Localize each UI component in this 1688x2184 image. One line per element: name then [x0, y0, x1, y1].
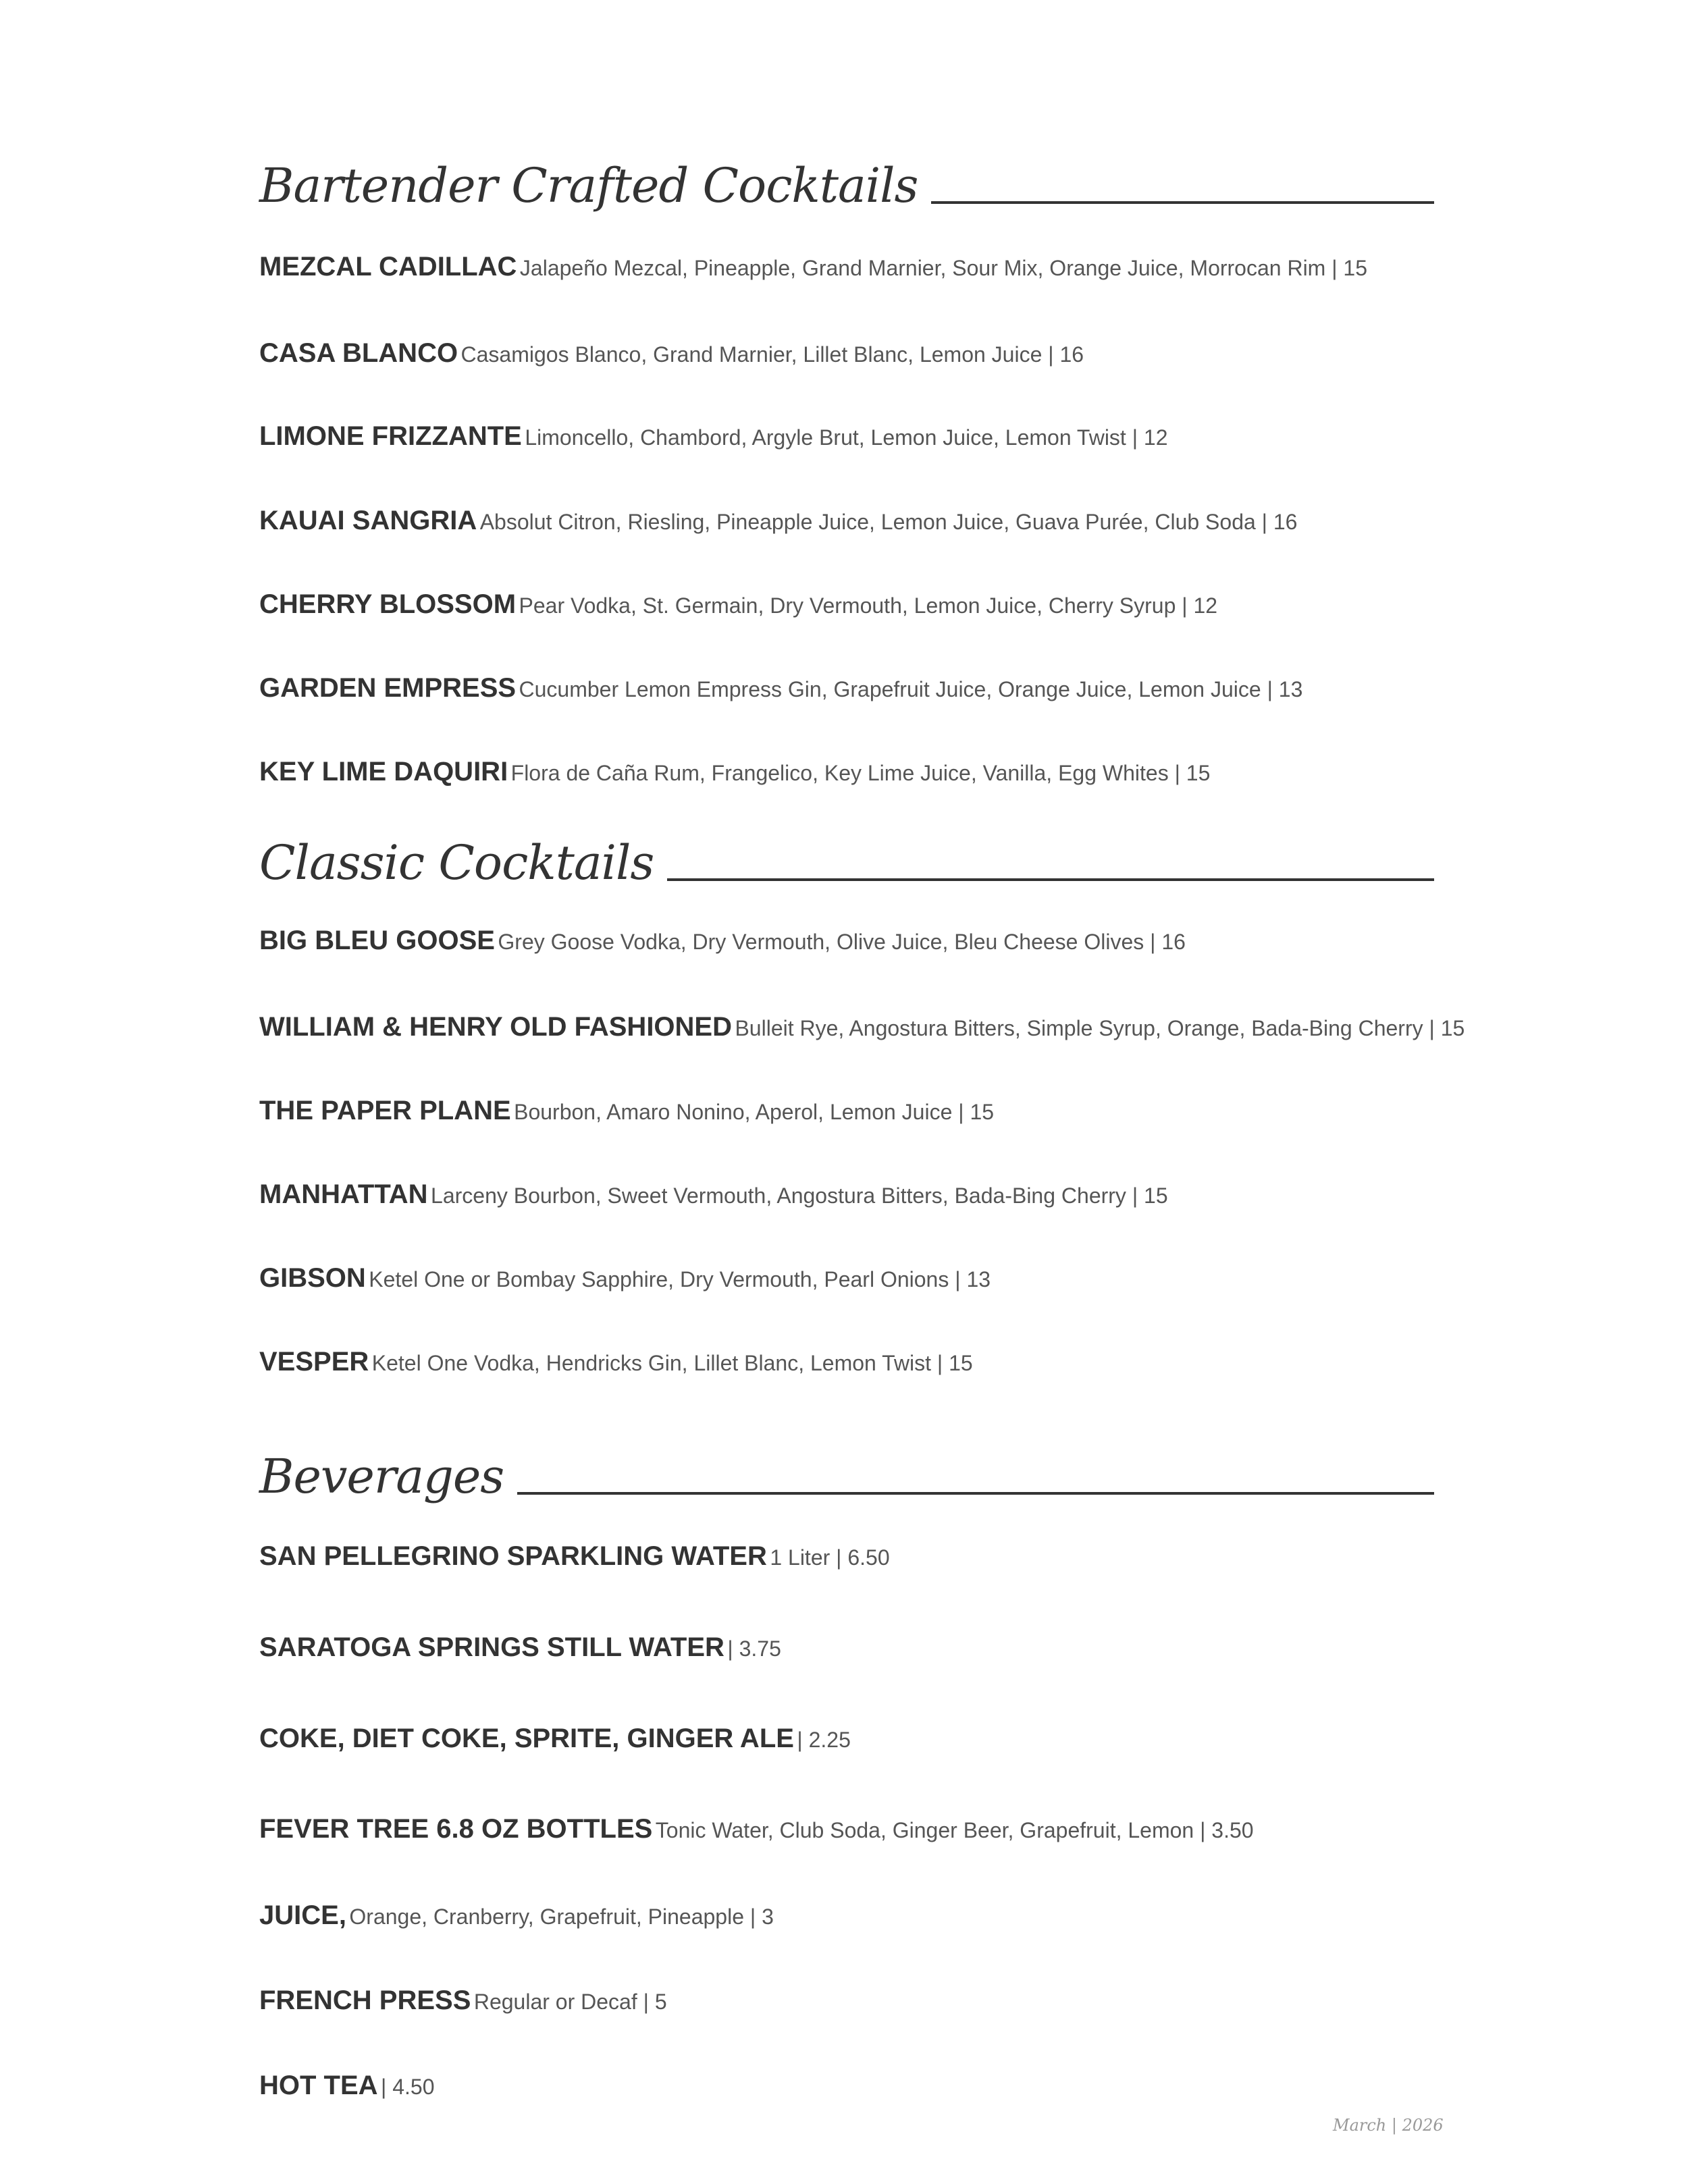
menu-item-name: BIG BLEU GOOSE: [259, 926, 495, 955]
menu-page: [259, 0, 1465, 2184]
menu-item-details: Ketel One or Bombay Sapphire, Dry Vermouth, Pearl Onions | 13: [369, 1267, 991, 1291]
menu-item-details: | 4.50: [381, 2075, 435, 2099]
menu-item-name: LIMONE FRIZZANTE: [259, 421, 522, 451]
menu-item-name: KAUAI SANGRIA: [259, 506, 477, 535]
menu-item: [259, 252, 1434, 282]
menu-item-name: GIBSON: [259, 1263, 366, 1293]
menu-item: [259, 589, 1434, 619]
menu-item-details: 1 Liter | 6.50: [770, 1545, 890, 1570]
menu-item-name: THE PAPER PLANE: [259, 1096, 511, 1125]
menu-item-name: KEY LIME DAQUIRI: [259, 757, 508, 787]
menu-item-details: Limoncello, Chambord, Argyle Brut, Lemon Juice, Lemon Twist | 12: [525, 425, 1168, 450]
menu-item-details: Flora de Caña Rum, Frangelico, Key Lime Juice, Vanilla, Egg Whites | 15: [510, 761, 1211, 785]
menu-item: [259, 1724, 1434, 1753]
menu-item-details: Cucumber Lemon Empress Gin, Grapefruit Juice, Orange Juice, Lemon Juice | 13: [519, 677, 1303, 701]
menu-item-name: GARDEN EMPRESS: [259, 673, 517, 703]
menu-item-details: | 2.25: [797, 1728, 851, 1752]
menu-date-footer: March | 2026: [1333, 2116, 1444, 2135]
menu-item-details: Orange, Cranberry, Grapefruit, Pineapple | 3: [349, 1905, 774, 1929]
menu-item-name: COKE, DIET COKE, SPRITE, GINGER ALE: [259, 1724, 794, 1753]
menu-item-details: Bourbon, Amaro Nonino, Aperol, Lemon Juice | 15: [514, 1100, 995, 1124]
menu-item: [259, 421, 1434, 451]
menu-item-name: CHERRY BLOSSOM: [259, 589, 517, 619]
section-title: Beverages: [259, 1449, 504, 1504]
menu-item: [259, 673, 1434, 703]
menu-item-details: Jalapeño Mezcal, Pineapple, Grand Marnier, Sour Mix, Orange Juice, Morrocan Rim | 15: [519, 256, 1368, 280]
menu-item: [259, 1347, 1434, 1377]
menu-item: [259, 1263, 1434, 1293]
section-header: [259, 812, 1434, 890]
menu-item: [259, 1814, 1434, 1844]
menu-item: [259, 1179, 1434, 1209]
menu-item: [259, 506, 1434, 535]
menu-item-name: JUICE,: [259, 1900, 346, 1930]
menu-item: [259, 926, 1434, 955]
menu-item-name: FRENCH PRESS: [259, 1986, 471, 2015]
menu-item: [259, 1541, 1434, 1571]
menu-item-details: Pear Vodka, St. Germain, Dry Vermouth, Lemon Juice, Cherry Syrup | 12: [519, 593, 1218, 618]
section-title: Classic Cocktails: [259, 835, 654, 890]
menu-item-details: Grey Goose Vodka, Dry Vermouth, Olive Juice, Bleu Cheese Olives | 16: [498, 930, 1186, 954]
menu-item: [259, 338, 1434, 368]
menu-item: [259, 757, 1434, 787]
menu-item-details: Absolut Citron, Riesling, Pineapple Juice, Lemon Juice, Guava Purée, Club Soda | 16: [479, 510, 1298, 534]
menu-item: [259, 1986, 1434, 2015]
menu-item-details: Tonic Water, Club Soda, Ginger Beer, Grapefruit, Lemon | 3.50: [655, 1818, 1254, 1842]
section-header: [259, 1426, 1434, 1504]
menu-item-name: FEVER TREE 6.8 OZ BOTTLES: [259, 1814, 653, 1844]
menu-item-name: WILLIAM & HENRY OLD FASHIONED: [259, 1012, 732, 1042]
menu-item-details: Bulleit Rye, Angostura Bitters, Simple Syrup, Orange, Bada-Bing Cherry | 15: [735, 1016, 1465, 1040]
section-divider: [517, 1492, 1434, 1495]
menu-item-name: VESPER: [259, 1347, 369, 1377]
menu-item: [259, 2071, 1434, 2100]
section-divider: [667, 878, 1434, 881]
menu-item: [259, 1096, 1434, 1125]
section-header: [259, 135, 1434, 213]
menu-item-name: MEZCAL CADILLAC: [259, 252, 517, 282]
menu-item-details: Regular or Decaf | 5: [473, 1990, 667, 2014]
menu-item-name: SARATOGA SPRINGS STILL WATER: [259, 1632, 724, 1662]
menu-item-details: | 3.75: [727, 1636, 781, 1661]
menu-item-name: SAN PELLEGRINO SPARKLING WATER: [259, 1541, 767, 1571]
menu-item-name: CASA BLANCO: [259, 338, 458, 368]
menu-item-details: Larceny Bourbon, Sweet Vermouth, Angostura Bitters, Bada-Bing Cherry | 15: [431, 1183, 1168, 1208]
menu-item: [259, 1632, 1434, 1662]
section-divider: [931, 201, 1434, 204]
menu-item: [259, 1012, 1465, 1042]
section-title: Bartender Crafted Cocktails: [259, 158, 918, 213]
menu-item-details: Ketel One Vodka, Hendricks Gin, Lillet Blanc, Lemon Twist | 15: [371, 1351, 973, 1375]
menu-item-name: HOT TEA: [259, 2071, 378, 2100]
menu-item-details: Casamigos Blanco, Grand Marnier, Lillet Blanc, Lemon Juice | 16: [460, 342, 1084, 367]
menu-item-name: MANHATTAN: [259, 1179, 428, 1209]
menu-item: [259, 1900, 1434, 1930]
